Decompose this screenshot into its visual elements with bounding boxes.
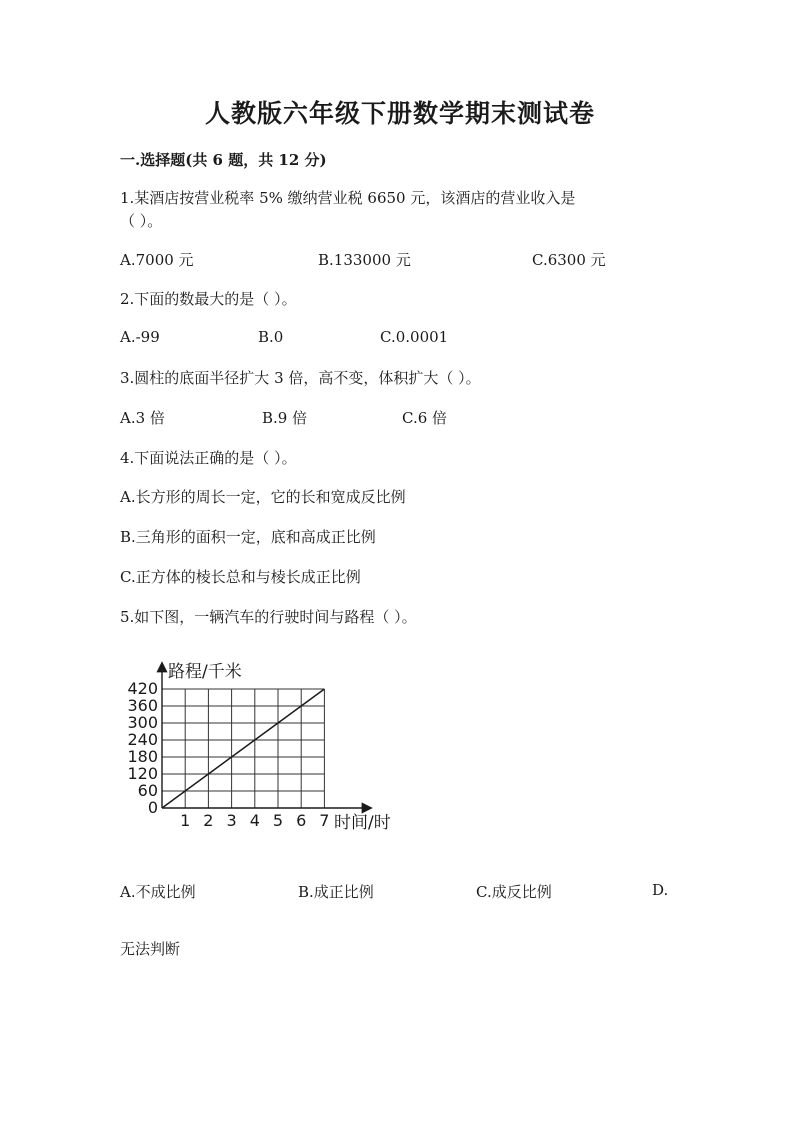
page-title: 人教版六年级下册数学期末测试卷 bbox=[204, 99, 595, 128]
distance-time-chart bbox=[112, 658, 412, 838]
x-tick-label: 6 bbox=[296, 811, 307, 830]
q5-option-a: A.不成比例 bbox=[120, 883, 196, 901]
q4-option-a: A.长方形的周长一定，它的长和宽成反比例 bbox=[120, 488, 406, 506]
q5-option-d-text: 无法判断 bbox=[120, 940, 181, 958]
q5-option-d: D. bbox=[652, 881, 669, 899]
x-tick-label: 4 bbox=[249, 811, 260, 830]
question-4-stem: 4.下面说法正确的是（ ）。 bbox=[120, 449, 297, 467]
y-tick-label: 300 bbox=[127, 713, 158, 732]
q2-option-b: B.0 bbox=[258, 328, 284, 346]
q1-option-a: A.7000 元 bbox=[120, 251, 194, 269]
series-line bbox=[162, 689, 324, 808]
y-tick-label: 420 bbox=[127, 679, 158, 698]
q5-option-c: C.成反比例 bbox=[476, 883, 552, 901]
x-tick-label: 2 bbox=[203, 811, 214, 830]
section-heading: 一.选择题(共 6 题，共 12 分) bbox=[120, 151, 327, 169]
q1-option-b: B.133000 元 bbox=[318, 251, 411, 269]
x-tick-label: 7 bbox=[319, 811, 330, 830]
question-1-stem-cont: （ ）。 bbox=[120, 212, 163, 230]
q3-option-a: A.3 倍 bbox=[120, 409, 165, 427]
x-tick-label: 5 bbox=[272, 811, 284, 830]
q3-option-b: B.9 倍 bbox=[262, 409, 308, 427]
y-tick-label: 120 bbox=[127, 764, 158, 783]
y-axis-label: 路程/千米 bbox=[168, 662, 242, 682]
q2-option-c: C.0.0001 bbox=[380, 328, 449, 346]
y-tick-label: 180 bbox=[127, 747, 158, 766]
q1-option-c: C.6300 元 bbox=[532, 251, 606, 269]
chart-series bbox=[162, 689, 324, 808]
q2-option-a: A.-99 bbox=[120, 328, 160, 346]
chart-axes bbox=[162, 664, 370, 808]
y-tick-label: 0 bbox=[147, 798, 158, 817]
y-tick-label: 60 bbox=[137, 781, 158, 800]
q5-option-b: B.成正比例 bbox=[298, 883, 374, 901]
question-1-stem: 1.某酒店按营业税率 5% 缴纳营业税 6650 元，该酒店的营业收入是 bbox=[120, 189, 576, 207]
x-tick-label: 1 bbox=[180, 811, 191, 830]
x-axis-label: 时间/时 bbox=[334, 813, 391, 833]
x-tick-label: 3 bbox=[226, 811, 237, 830]
y-tick-label: 360 bbox=[127, 696, 158, 715]
q4-option-c: C.正方体的棱长总和与棱长成正比例 bbox=[120, 568, 361, 586]
y-tick-label: 240 bbox=[127, 730, 158, 749]
question-5-stem: 5.如下图，一辆汽车的行驶时间与路程（ ）。 bbox=[120, 608, 417, 626]
question-3-stem: 3.圆柱的底面半径扩大 3 倍，高不变，体积扩大（ ）。 bbox=[120, 369, 481, 387]
question-2-stem: 2.下面的数最大的是（ ）。 bbox=[120, 290, 297, 308]
q4-option-b: B.三角形的面积一定，底和高成正比例 bbox=[120, 528, 376, 546]
q3-option-c: C.6 倍 bbox=[402, 409, 448, 427]
